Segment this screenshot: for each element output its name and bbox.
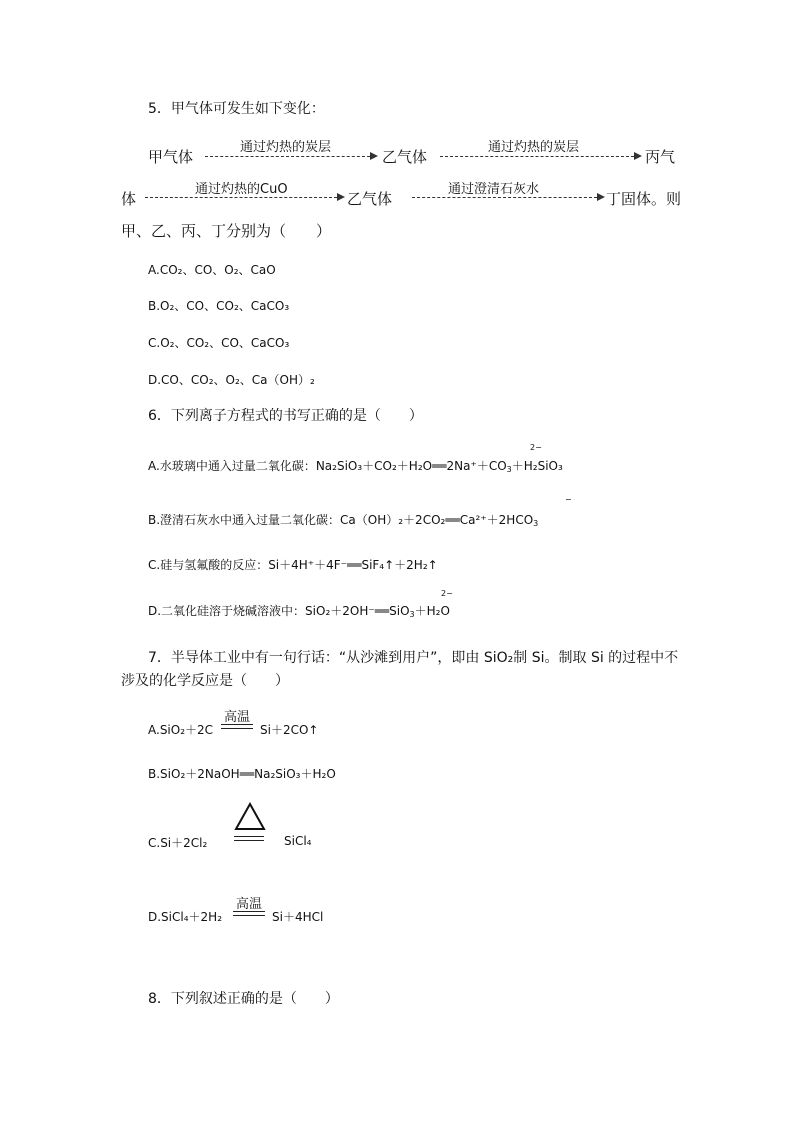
q5-ask: 甲、乙、丙、丁分别为（ ）	[121, 222, 332, 240]
q6-a-tail: ＋H₂SiO₃	[511, 459, 563, 473]
arrow2-head	[634, 152, 642, 160]
q7-d-left: D.SiCl₄＋2H₂	[148, 910, 222, 924]
q7-a-right: Si＋2CO↑	[260, 723, 319, 737]
solid-ding: 丁固体。则	[606, 190, 682, 208]
q5-title: 5．甲气体可发生如下变化：	[148, 101, 325, 117]
q5-option-a: A.CO₂、CO、O₂、CaO	[148, 263, 276, 277]
q7-c-double-line	[234, 836, 264, 841]
arrow1-head	[370, 152, 378, 160]
q7-d-double-line	[233, 911, 265, 916]
arrow4-head	[597, 193, 605, 201]
arrow4-label: 通过澄清石灰水	[448, 182, 540, 197]
arrow3-head	[337, 193, 345, 201]
arrow1-label: 通过灼热的炭层	[240, 140, 332, 155]
q7-a-double-line	[221, 724, 253, 729]
arrow3-label: 通过灼热的CuO	[195, 182, 288, 197]
q6-a-charge: 2−	[530, 443, 542, 452]
gas-jia: 甲气体	[148, 148, 194, 166]
q8-title: 8．下列叙述正确的是（ ）	[148, 991, 339, 1007]
q7-c-left: C.Si＋2Cl₂	[148, 836, 208, 850]
q6-option-c: C.硅与氢氟酸的反应：Si＋4H⁺＋4F⁻══SiF₄↑＋2H₂↑	[148, 558, 438, 572]
q5-option-c: C.O₂、CO₂、CO、CaCO₃	[148, 336, 290, 350]
q5-option-b: B.O₂、CO、CO₂、CaCO₃	[148, 299, 290, 313]
gas-yi-1: 乙气体	[382, 148, 428, 166]
q6-d-tail: ＋H₂O	[414, 604, 450, 618]
arrow1-line	[205, 156, 370, 157]
q6-option-b	[148, 511, 538, 528]
q6-d-sub: 3	[409, 610, 415, 619]
q7-a-left: A.SiO₂＋2C	[148, 723, 214, 737]
q7-line2: 涉及的化学反应是（ ）	[121, 673, 289, 689]
q5-option-d: D.CO、CO₂、O₂、Ca（OH）₂	[148, 373, 315, 387]
q6-a-sub: 3	[506, 465, 512, 474]
arrow4-line	[412, 197, 597, 198]
q7-line1: 7．半导体工业中有一句行话：“从沙滩到用户”，即由 SiO₂制 Si。制取 Si 的过程中不	[148, 650, 679, 666]
gas-yi-2: 乙气体	[347, 190, 393, 208]
q6-d-charge: 2−	[441, 589, 453, 598]
arrow2-line	[440, 156, 634, 157]
q7-option-b: B.SiO₂＋2NaOH══Na₂SiO₃＋H₂O	[148, 767, 336, 781]
q6-title: 6．下列离子方程式的书写正确的是（ ）	[148, 408, 423, 424]
q6-b-sub: 3	[533, 519, 539, 528]
q6-b-charge: −	[565, 495, 572, 504]
q6-d-text: D.二氧化硅溶于烧碱溶液中：SiO₂＋2OH⁻══SiO	[148, 604, 410, 618]
arrow3-line	[145, 197, 337, 198]
q6-a-text: A.水玻璃中通入过量二氧化碳：Na₂SiO₃＋CO₂＋H₂O══2Na⁺＋CO	[148, 459, 507, 473]
q6-b-text: B.澄清石灰水中通入过量二氧化碳：Ca（OH）₂＋2CO₂══Ca²⁺＋2HCO	[148, 513, 534, 527]
gas-bing: 丙气	[645, 148, 676, 166]
q7-a-condition: 高温	[224, 710, 251, 725]
q6-option-d	[148, 602, 450, 619]
gas-bing-tail: 体	[121, 190, 137, 208]
q7-c-right: SiCl₄	[284, 834, 312, 848]
q7-d-condition: 高温	[236, 897, 263, 912]
arrow2-label: 通过灼热的炭层	[488, 140, 580, 155]
q6-option-a	[148, 457, 563, 474]
heating-triangle-icon	[234, 802, 266, 832]
q7-d-right: Si＋4HCl	[272, 910, 324, 924]
